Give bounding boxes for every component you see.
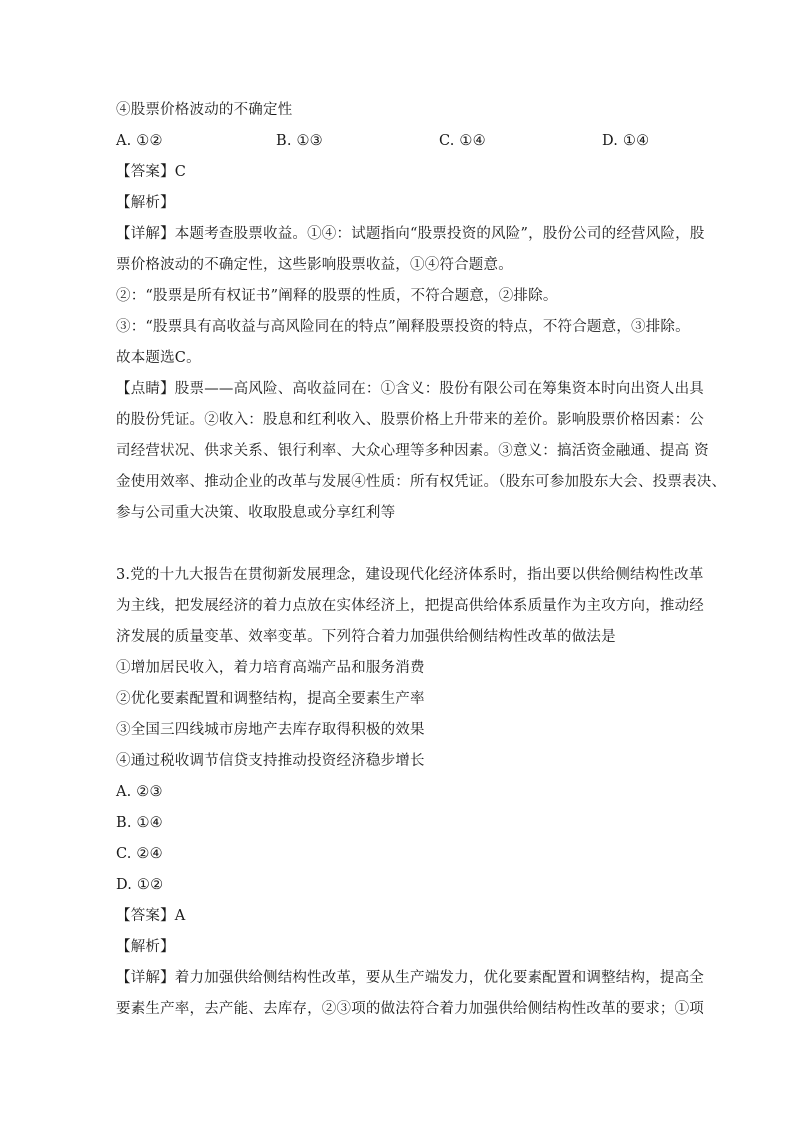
q3-item-3: ③全国三四线城市房地产去库存取得积极的效果 <box>116 722 425 738</box>
q3-item-4: ④通过税收调节信贷支持推动投资经济稳步增长 <box>116 753 425 769</box>
q3-detail-line: 要素生产率，去产能、去库存，②③项的做法符合着力加强供给侧结构性改革的要求；①项 <box>116 1001 704 1017</box>
q2-option-4: ④股票价格波动的不确定性 <box>116 102 293 118</box>
q2-detail-line: ②：“股票是所有权证书”阐释的股票的性质，不符合题意，②排除。 <box>116 288 558 304</box>
q2-answer: 【答案】C <box>116 164 187 180</box>
spacer <box>116 534 680 554</box>
q3-analysis-heading: 【解析】 <box>116 939 175 955</box>
q2-conclusion: 故本题选C。 <box>116 350 201 366</box>
q3-detail-line: 【详解】着力加强供给侧结构性改革，要从生产端发力，优化要素配置和调整结构，提高全 <box>116 970 704 986</box>
q3-item-1: ①增加居民收入，着力培育高端产品和服务消费 <box>116 660 425 676</box>
q2-note-line: 参与公司重大决策、收取股息或分享红利等 <box>116 505 396 521</box>
q3-choice-d: D. ①② <box>116 877 164 893</box>
q3-choice-b: B. ①④ <box>116 815 163 831</box>
q2-note-line: 金使用效率、推动企业的改革与发展④性质：所有权凭证。（股东可参加股东大会、投票表决、 <box>116 474 727 490</box>
document-page <box>116 100 727 1030</box>
q2-note-line: 的股份凭证。②收入：股息和红利收入、股票价格上升带来的差价。影响股票价格因素：公 <box>116 412 704 428</box>
q3-stem-line: 为主线，把发展经济的着力点放在实体经济上，把提高供给体系质量作为主攻方向，推动经 <box>116 598 704 614</box>
q2-note-line: 【点睛】股票——高风险、高收益同在：①含义：股份有限公司在筹集资本时向出资人出具 <box>116 381 704 397</box>
q2-analysis-heading: 【解析】 <box>116 195 175 211</box>
q2-detail-line: 票价格波动的不确定性，这些影响股票收益，①④符合题意。 <box>116 257 513 273</box>
q3-stem-line: 3.党的十九大报告在贯彻新发展理念，建设现代化经济体系时，指出要以供给侧结构性改革 <box>116 567 704 583</box>
q2-note-line: 司经营状况、供求关系、银行利率、大众心理等多种因素。③意义：搞活资金融通、提高 资 <box>116 443 709 459</box>
q3-answer: 【答案】A <box>116 908 186 924</box>
q2-choice-b: B. ①③ <box>276 133 323 149</box>
q2-choice-c: C. ①④ <box>439 133 486 149</box>
q3-choice-a: A. ②③ <box>116 784 163 800</box>
q3-stem-line: 济发展的质量变革、效率变革。下列符合着力加强供给侧结构性改革的做法是 <box>116 629 616 645</box>
q2-choices <box>116 131 680 151</box>
q2-choice-d: D. ①④ <box>602 133 650 149</box>
q3-item-2: ②优化要素配置和调整结构，提高全要素生产率 <box>116 691 425 707</box>
q2-detail-line: 【详解】本题考查股票收益。①④：试题指向“股票投资的风险”，股份公司的经营风险，股 <box>116 226 705 242</box>
q3-choice-c: C. ②④ <box>116 846 163 862</box>
q2-detail-line: ③：“股票具有高收益与高风险同在的特点”阐释股票投资的特点，不符合题意，③排除。 <box>116 319 690 335</box>
q2-choice-a: A. ①② <box>116 133 163 149</box>
